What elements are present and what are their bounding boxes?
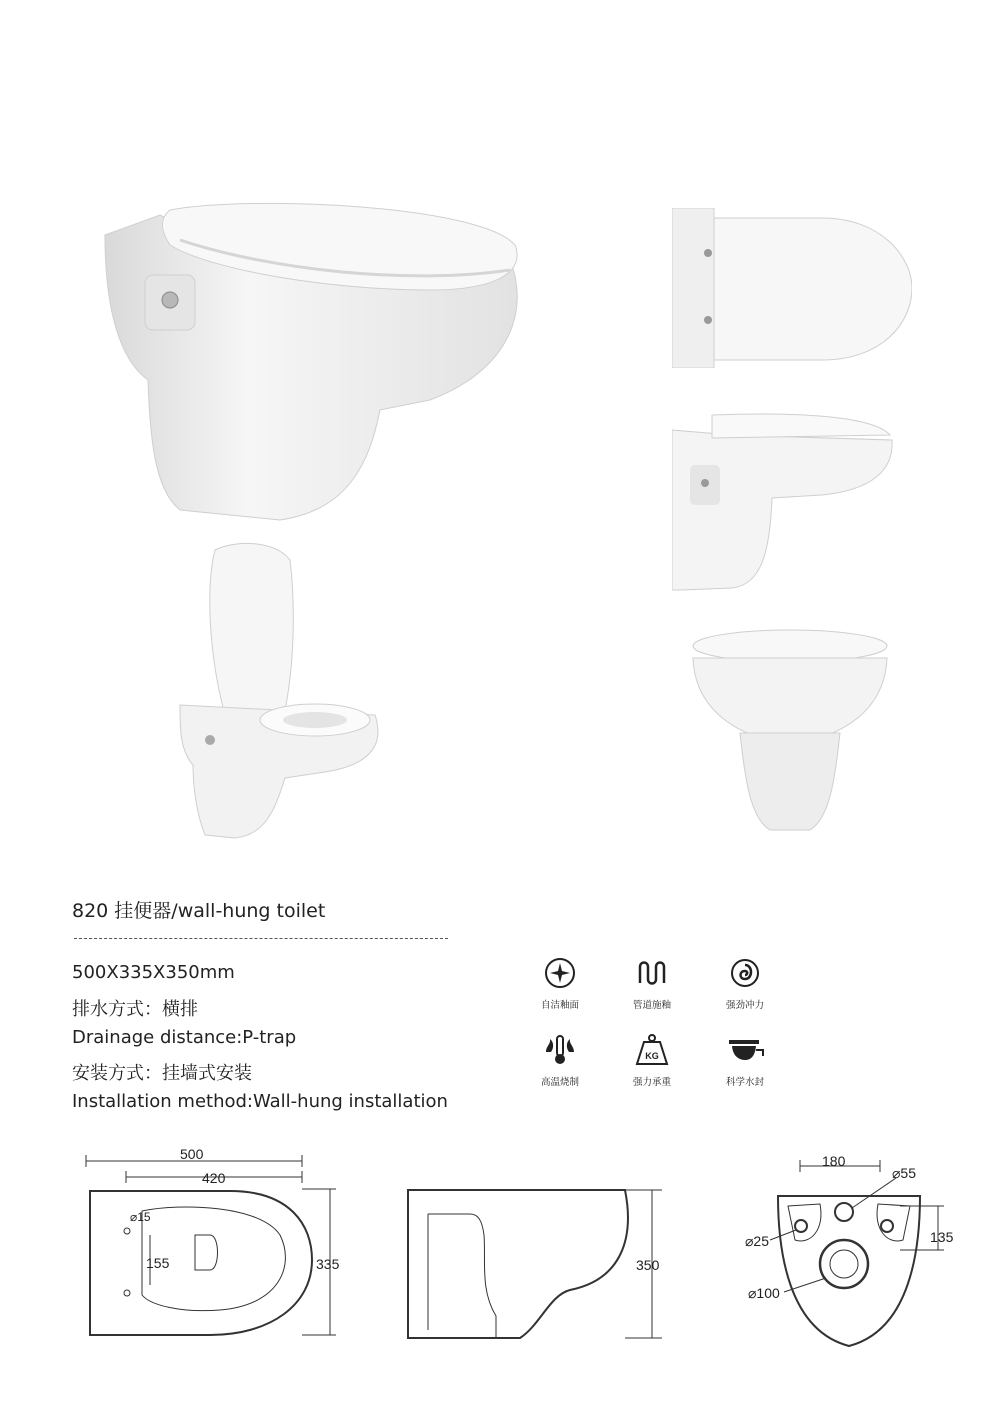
front-view-product-photo [690, 628, 890, 833]
spec-dimensions: 500X335X350mm [72, 962, 235, 983]
flame-thermometer-icon [540, 1030, 580, 1070]
swirl-flush-icon [725, 953, 765, 993]
feature-label: 自洁釉面 [540, 1000, 579, 1011]
pipe-glaze-icon [632, 953, 672, 993]
top-view-drawing [80, 1145, 360, 1345]
top-hole-dia: ⌀15 [130, 1210, 151, 1224]
back-inlet-dia: ⌀55 [892, 1165, 917, 1181]
top-view-product-photo [672, 208, 912, 368]
back-view-drawing [740, 1150, 970, 1355]
side-view-drawing [400, 1180, 670, 1350]
back-outlet-dia: ⌀100 [748, 1285, 780, 1301]
feature-label: 强劲冲力 [725, 1000, 764, 1011]
main-product-photo [100, 190, 530, 525]
water-seal-icon [725, 1030, 765, 1070]
feature-label: 科学水封 [725, 1077, 764, 1088]
weight-kg-icon [632, 1030, 672, 1070]
feature-label: 强力承重 [632, 1077, 671, 1088]
feature-pipe-glaze [617, 953, 687, 1011]
back-height: 135 [930, 1229, 954, 1245]
feature-label: 高温烧制 [540, 1077, 579, 1088]
top-hole-spacing: 155 [146, 1255, 170, 1271]
spec-drainage-en: Drainage distance:P-trap [72, 1027, 297, 1048]
sparkle-glaze-icon [540, 953, 580, 993]
side-height: 350 [636, 1257, 660, 1273]
top-width-inner: 420 [202, 1170, 226, 1186]
spec-install-en: Installation method:Wall-hung installation [72, 1091, 448, 1112]
weight-badge-text: KG [645, 1051, 659, 1061]
spec-drainage-cn: 排水方式：横排 [72, 999, 198, 1020]
spec-install-cn: 安装方式：挂墙式安装 [72, 1063, 252, 1084]
feature-self-clean [525, 953, 595, 1011]
feature-label: 管道施釉 [632, 1000, 671, 1011]
feature-water-seal [710, 1030, 780, 1088]
back-bolt-dia: ⌀25 [745, 1233, 770, 1249]
feature-load-bearing [617, 1030, 687, 1088]
feature-high-temp [525, 1030, 595, 1088]
top-width-outer: 500 [180, 1146, 204, 1162]
side-view-product-photo [672, 410, 894, 592]
open-seat-product-photo [175, 540, 385, 840]
back-spacing: 180 [822, 1153, 846, 1169]
top-depth: 335 [316, 1256, 340, 1272]
product-title: 820 挂便器/wall-hung toilet [72, 900, 326, 922]
feature-flush-power [710, 953, 780, 1011]
title-divider [74, 938, 448, 939]
